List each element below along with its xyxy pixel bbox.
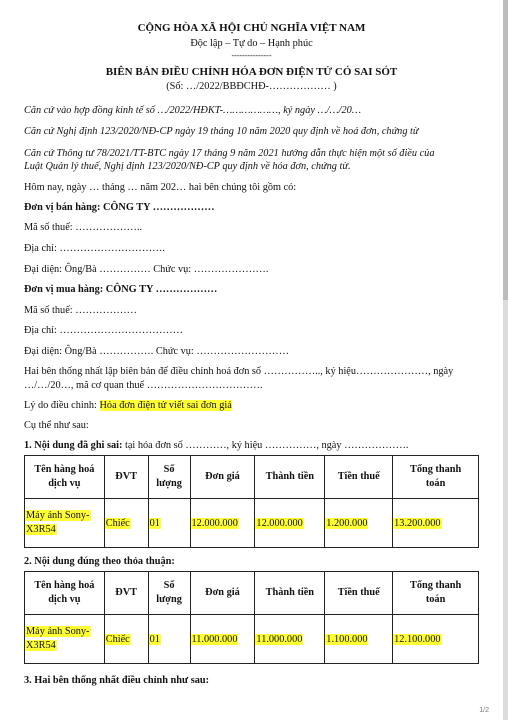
document-title: BIÊN BẢN ĐIỀU CHỈNH HÓA ĐƠN ĐIỆN TỬ CÓ SAI SÓT <box>105 66 398 78</box>
table-header-row <box>25 572 479 615</box>
buyer-tax-code: Mã số thuế: ……………… <box>24 305 137 316</box>
agreement-line-2: …/…/20…, mã cơ quan thuế ……………………………. <box>24 380 263 391</box>
seller-tax-code: Mã số thuế: ……………….. <box>24 222 143 233</box>
col-header-unit: ĐVT <box>104 456 148 499</box>
reason-value: Hóa đơn điện tử viết sai đơn giá <box>99 400 232 411</box>
seller-representative: Đại diện: Ông/Bà …………… Chức vụ: …………………. <box>24 264 269 275</box>
col-header-amount: Thành tiền <box>255 456 325 499</box>
col-header-total: Tổng thanh toán <box>393 456 479 499</box>
wrong-content-table <box>24 455 479 548</box>
col-header-price: Đơn giá <box>190 572 255 615</box>
page-number: 1/2 <box>479 707 489 714</box>
cell-tax: 1.200.000 <box>325 499 393 548</box>
cell-item: Máy ảnh Sony- X3R54 <box>25 499 105 548</box>
basis-circular: Căn cứ Thông tư 78/2021/TT-BTC ngày 17 tháng 9 năm 2021 hướng dẫn thực hiện một số điều của <box>24 148 435 159</box>
section-1-line <box>24 440 408 452</box>
cell-amount: 11.000.000 <box>255 615 325 664</box>
buyer-representative: Đại diện: Ông/Bà ……………. Chức vụ: ……………………… <box>24 346 289 357</box>
document-number: (Số: …/2022/BBĐCHĐ-……………… ) <box>166 81 337 92</box>
col-header-total: Tổng thanh toán <box>393 572 479 615</box>
col-header-tax: Tiền thuế <box>325 456 393 499</box>
section-1-label: 1. Nội dung đã ghi sai: <box>24 440 125 451</box>
cell-unit: Chiếc <box>104 615 148 664</box>
table-row <box>25 615 479 664</box>
col-header-price: Đơn giá <box>190 456 255 499</box>
national-title: CỘNG HÒA XÃ HỘI CHỦ NGHĨA VIỆT NAM <box>137 22 366 34</box>
col-header-unit: ĐVT <box>104 572 148 615</box>
reason-line <box>24 400 232 412</box>
buyer-heading: Đơn vị mua hàng: CÔNG TY ……………… <box>24 284 218 295</box>
header-divider: --------------- <box>231 51 272 60</box>
col-header-amount: Thành tiền <box>255 572 325 615</box>
table-header-row <box>25 456 479 499</box>
vertical-scrollbar[interactable] <box>503 0 508 720</box>
cell-price: 11.000.000 <box>190 615 255 664</box>
cell-price: 12.000.000 <box>190 499 255 548</box>
cell-amount: 12.000.000 <box>255 499 325 548</box>
cell-total: 13.200.000 <box>393 499 479 548</box>
cell-quantity: 01 <box>148 615 190 664</box>
reason-label: Lý do điều chỉnh: <box>24 400 100 411</box>
seller-address: Địa chỉ: …………………………. <box>24 243 165 254</box>
cell-total: 12.100.000 <box>393 615 479 664</box>
basis-contract: Căn cứ vào hợp đồng kinh tế số …/2022/HĐKT-………………, ký ngày …/…/20… <box>24 105 361 116</box>
correct-content-table <box>24 571 479 664</box>
national-motto: Độc lập – Tự do – Hạnh phúc <box>190 38 313 49</box>
scrollbar-thumb[interactable] <box>503 0 508 300</box>
section-1-details: tại hóa đơn số …………, ký hiệu ……………, ngày ………………. <box>125 440 409 451</box>
cell-tax: 1.100.000 <box>325 615 393 664</box>
basis-decree: Căn cứ Nghị định 123/2020/NĐ-CP ngày 19 tháng 10 năm 2020 quy định về hoá đơn, chứng từ <box>24 126 419 137</box>
cell-unit: Chiếc <box>104 499 148 548</box>
cell-quantity: 01 <box>148 499 190 548</box>
col-header-quantity: Số lượng <box>148 572 190 615</box>
today-line: Hôm nay, ngày … tháng … năm 202… hai bên chúng tôi gồm có: <box>24 182 297 193</box>
basis-circular-cont: Luật Quản lý thuế, Nghị định 123/2020/NĐ-CP quy định về hóa đơn, chứng từ. <box>24 161 351 172</box>
details-intro: Cụ thể như sau: <box>24 420 89 431</box>
seller-heading: Đơn vị bán hàng: CÔNG TY ……………… <box>24 202 215 213</box>
agreement-line-1: Hai bên thống nhất lập biên bản để điều chỉnh hoá đơn số …………….., ký hiệu…………………, ngày <box>24 366 454 377</box>
col-header-item: Tên hàng hoá dịch vụ <box>25 456 105 499</box>
section-3-heading: 3. Hai bên thống nhất điều chỉnh như sau: <box>24 675 210 686</box>
cell-item: Máy ảnh Sony- X3R54 <box>25 615 105 664</box>
col-header-tax: Tiền thuế <box>325 572 393 615</box>
section-2-heading: 2. Nội dung đúng theo thỏa thuận: <box>24 556 175 567</box>
table-row <box>25 499 479 548</box>
col-header-item: Tên hàng hoá dịch vụ <box>25 572 105 615</box>
col-header-quantity: Số lượng <box>148 456 190 499</box>
buyer-address: Địa chỉ: ……………………………… <box>24 325 184 336</box>
